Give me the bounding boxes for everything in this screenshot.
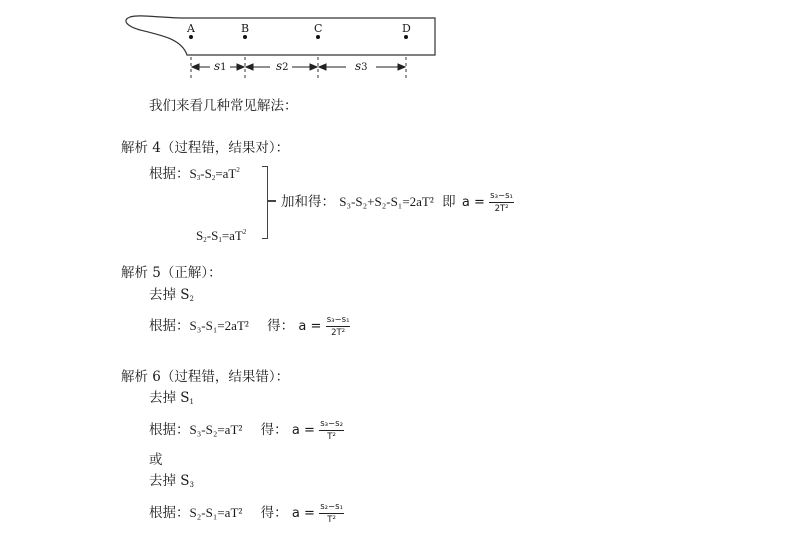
analysis-4-eq1: 根据：$S_3-S_2=aT^2$ <box>149 166 240 182</box>
analysis-6-eq-1: 根据：S₃-S₂=aT² 得： a = $\frac{\text{s₃−s₂}}{\text{T²}}$ <box>149 419 343 442</box>
segment-label-s3: s3 <box>355 59 368 73</box>
analysis-6-remove-2: 去掉 $S_3$ <box>149 473 195 489</box>
right-brace <box>262 166 268 239</box>
analysis-6-title: 解析 6（过程错，结果错）： <box>121 369 290 385</box>
result-fraction: $\frac{\text{s₂−s₁}}{\text{T²}}$ <box>320 502 343 525</box>
point-label-a: A <box>187 22 195 35</box>
analysis-6-eq-2: 根据：S₂-S₁=aT² 得： a = $\frac{\text{s₂−s₁}}{\text{T²}}$ <box>149 502 343 525</box>
analysis-4-sum: 加和得： S₃-S₂+S₂-S₁=2aT² 即 a = $\frac{\text{s₃−s₁}}{\text{2T²}}$ <box>281 191 513 214</box>
result-fraction: $\frac{\text{s₃−s₁}}{\text{2T²}}$ <box>326 315 350 338</box>
result-fraction: $\frac{\text{s₃−s₂}}{\text{T²}}$ <box>320 419 343 442</box>
analysis-5-remove: 去掉 $S_2$ <box>149 287 195 303</box>
paper-tape-figure <box>0 0 794 90</box>
point-dots <box>189 35 408 39</box>
intro-text: 我们来看几种常见解法： <box>149 98 298 114</box>
analysis-5-eq: 根据：S₃-S₁=2aT² 得： a = $\frac{\text{s₃−s₁}}{\text{2T²}}$ <box>149 315 350 338</box>
tape-outline <box>126 16 435 55</box>
analysis-6-remove-1: 去掉 $S_1$ <box>149 390 195 406</box>
point-label-b: B <box>241 22 250 35</box>
analysis-5-title: 解析 5（正解）： <box>121 265 222 281</box>
segment-label-s2: s2 <box>276 59 289 73</box>
point-label-d: D <box>402 22 411 35</box>
analysis-4-eq2: $S_2-S_1=aT^2$ <box>196 228 247 244</box>
segment-label-s1: s1 <box>214 59 227 73</box>
analysis-6-or: 或 <box>149 452 163 468</box>
brace-tick <box>268 200 276 202</box>
point-label-c: C <box>314 22 323 35</box>
result-fraction: $\frac{\text{s₃−s₁}}{\text{2T²}}$ <box>490 191 513 214</box>
analysis-4-title: 解析 4（过程错，结果对）： <box>121 140 290 156</box>
